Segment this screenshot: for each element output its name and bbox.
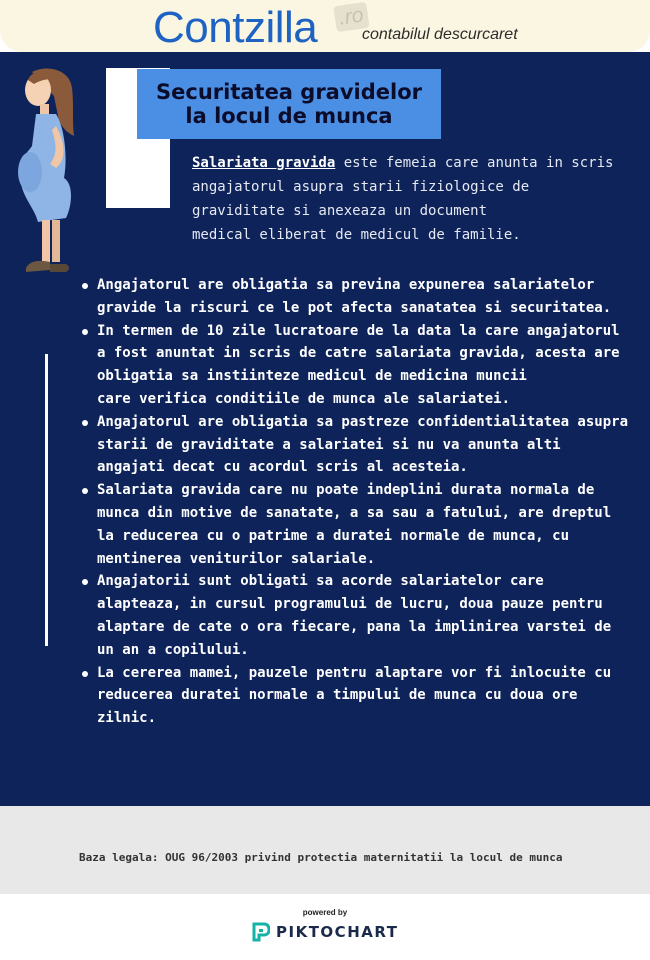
list-item-line: alaptare de cate o ora fiecare, pana la implinirea varstei de [97, 618, 612, 635]
list-item [80, 570, 640, 661]
legal-footer [0, 806, 650, 894]
list-item-line: reducerea duratei normale a timpului de munca cu doua ore [97, 687, 578, 704]
header-bar [0, 0, 650, 52]
page-title [137, 69, 441, 139]
intro-line-3: graviditate si anexeaza un document [192, 203, 488, 219]
list-item [80, 274, 640, 320]
intro-line-2: angajatorul asupra starii fiziologice de [192, 179, 530, 195]
list-item-line: gravide la riscuri ce le pot afecta sanatatea si securitatea. [97, 299, 612, 316]
list-item [80, 479, 640, 570]
list-item-line: mentinerea veniturilor salariale. [97, 550, 376, 567]
list-item-line: In termen de 10 zile lucratoare de la data la care angajatorul [97, 322, 620, 339]
list-item-line: Angajatorul are obligatia sa previna expunerea salariatelor [97, 277, 595, 293]
powered-by-label: powered by [302, 908, 348, 917]
intro-paragraph [192, 151, 632, 247]
list-item-line: zilnic. [97, 710, 157, 727]
bullet-dot-icon [82, 420, 88, 426]
obligations-list [80, 274, 640, 730]
list-item-line: La cererea mamei, pauzele pentru alaptare vor fi inlocuite cu [97, 664, 612, 681]
list-item-line: Salariata gravida care nu poate indeplini durata normala de [97, 482, 595, 499]
list-item [80, 320, 640, 411]
list-item [80, 662, 640, 730]
vertical-divider [45, 354, 48, 646]
bullet-dot-icon [82, 283, 88, 289]
list-item-line: care verifica conditiile de munca ale salariatei. [97, 390, 511, 407]
tagline: contabilul descurcaret [362, 26, 518, 43]
pregnant-woman-illustration [14, 66, 78, 278]
list-item-line: a fost anuntat in scris de catre salariata gravida, acesta are [97, 345, 620, 362]
list-item-line: Angajatorii sunt obligati sa acorde salariatelor care [97, 573, 544, 590]
list-item-line: Angajatorul are obligatia sa pastreze confidentialitatea asupra [97, 413, 629, 430]
bullet-dot-icon [82, 329, 88, 335]
list-item [80, 411, 640, 479]
piktochart-brand[interactable] [252, 922, 398, 942]
list-item-line: munca din motive de sanatate, a sa sau a fatului, are dreptul [97, 504, 612, 521]
piktochart-logo-icon [252, 922, 270, 942]
legal-basis: Baza legala: OUG 96/2003 privind protectia maternitatii la locul de munca [79, 851, 563, 864]
list-item-line: angajati decat cu acordul scris al acesteia. [97, 459, 468, 476]
piktochart-wordmark: PIKTOCHART [276, 923, 399, 941]
list-item-line: un an a copilului. [97, 641, 249, 658]
bullet-dot-icon [82, 579, 88, 585]
title-line-2: la locul de munca [185, 104, 393, 128]
list-item-line: alapteaza, in cursul programului de lucru, doua pauze pentru [97, 596, 603, 613]
logo-domain-suffix: .ro [333, 2, 369, 32]
list-item-line: starii de graviditate a salariatei si nu va anunta alti [97, 436, 561, 453]
bullet-dot-icon [82, 488, 88, 494]
list-item-line: la reducerea cu o patrime a duratei normale de munca, cu [97, 527, 570, 544]
defined-term: Salariata gravida [192, 155, 336, 171]
list-item-line: obligatia sa instiinteze medicul de medicina muncii [97, 368, 527, 385]
bullet-dot-icon [82, 671, 88, 677]
intro-line-4: medical eliberat de medicul de familie. [192, 227, 521, 243]
intro-line-1 [192, 151, 632, 175]
contzilla-logo[interactable]: Contzilla [153, 3, 318, 52]
intro-line-1-rest: este femeia care anunta in scris [335, 155, 614, 171]
title-line-1: Securitatea gravidelor [156, 80, 422, 104]
